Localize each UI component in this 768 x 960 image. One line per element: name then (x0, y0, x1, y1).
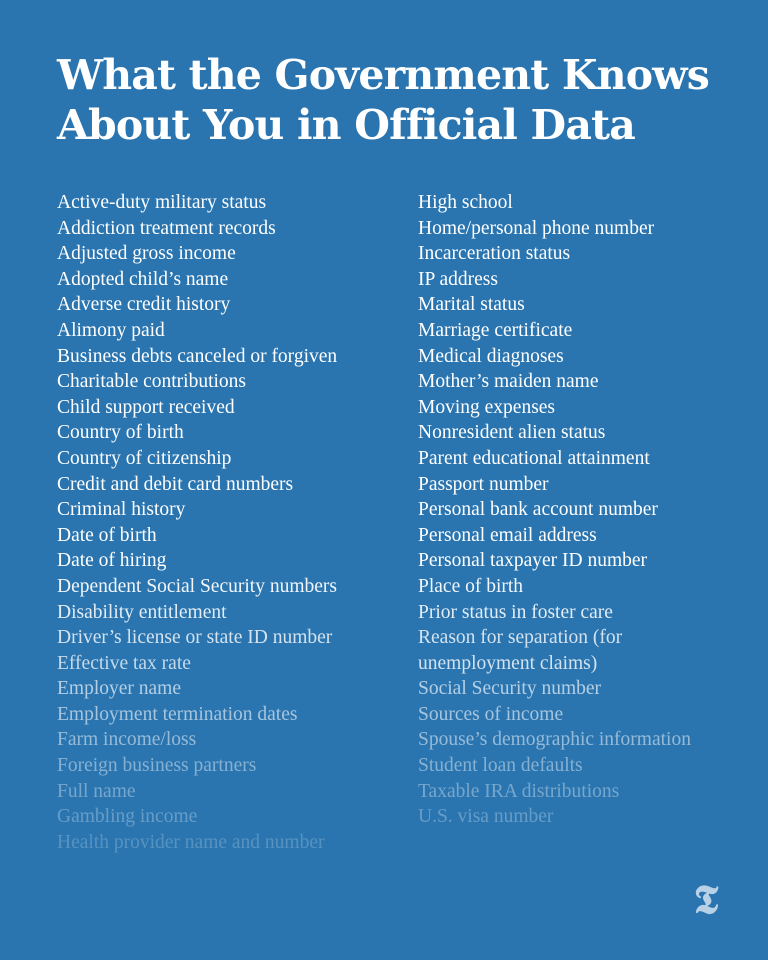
list-item: Personal taxpayer ID number (418, 550, 648, 572)
list-item: Charitable contributions (57, 371, 247, 393)
list-item: Date of hiring (57, 550, 167, 572)
list-item: Adopted child’s name (57, 268, 229, 290)
nyt-t-logo-icon: 𝕿 (693, 877, 719, 922)
list-item: Criminal history (57, 499, 186, 521)
list-item: Foreign business partners (57, 755, 257, 777)
list-item: Driver’s license or state ID number (57, 627, 333, 649)
list-item: Spouse’s demographic information (418, 729, 691, 751)
list-item: Credit and debit card numbers (57, 473, 294, 495)
list-item: Moving expenses (418, 396, 556, 418)
data-list-left (57, 190, 397, 855)
list-item: Marital status (418, 294, 525, 316)
list-item: Farm income/loss (57, 729, 197, 751)
list-item: Employment termination dates (57, 703, 298, 725)
list-item: Alimony paid (57, 319, 165, 341)
list-item: Country of citizenship (57, 447, 232, 469)
list-item: Place of birth (418, 575, 524, 597)
list-item: Passport number (418, 473, 549, 495)
list-item: Social Security number (418, 678, 602, 700)
list-item: Incarceration status (418, 243, 571, 265)
list-item: Child support received (57, 396, 235, 418)
data-list-right (418, 190, 718, 830)
list-item: Business debts canceled or forgiven (57, 345, 338, 367)
list-item: Nonresident alien status (418, 422, 606, 444)
list-item: High school (418, 192, 513, 213)
list-item: Employer name (57, 678, 181, 700)
list-item: Dependent Social Security numbers (57, 575, 337, 597)
list-item: Country of birth (57, 422, 184, 444)
list-item: Full name (57, 780, 136, 802)
list-item: Mother’s maiden name (418, 371, 599, 393)
list-item: Gambling income (57, 806, 198, 828)
list-item: Health provider name and number (57, 831, 325, 853)
list-item: Marriage certificate (418, 319, 573, 341)
list-item: Date of birth (57, 524, 157, 546)
list-item: Personal bank account number (418, 499, 658, 521)
page-title: What the Government Knows About You in Official Data (57, 51, 710, 149)
list-item: Sources of income (418, 703, 564, 725)
list-item: IP address (418, 268, 498, 290)
list-item: Disability entitlement (57, 601, 227, 623)
list-item: Personal email address (418, 524, 597, 546)
list-item: Active-duty military status (57, 192, 267, 213)
list-item: Student loan defaults (418, 755, 583, 777)
list-item: Parent educational attainment (418, 447, 650, 469)
list-item: Prior status in foster care (418, 601, 613, 623)
list-item: Medical diagnoses (418, 345, 564, 367)
list-item: Addiction treatment records (57, 217, 276, 239)
list-item: Taxable IRA distributions (418, 780, 620, 802)
list-item: Home/personal phone number (418, 217, 655, 239)
list-item: U.S. visa number (418, 806, 554, 828)
list-item: Adverse credit history (57, 294, 231, 316)
list-item: Adjusted gross income (57, 243, 236, 265)
list-item: Effective tax rate (57, 652, 191, 674)
list-item: Reason for separation (for unemployment claims) (418, 627, 623, 674)
